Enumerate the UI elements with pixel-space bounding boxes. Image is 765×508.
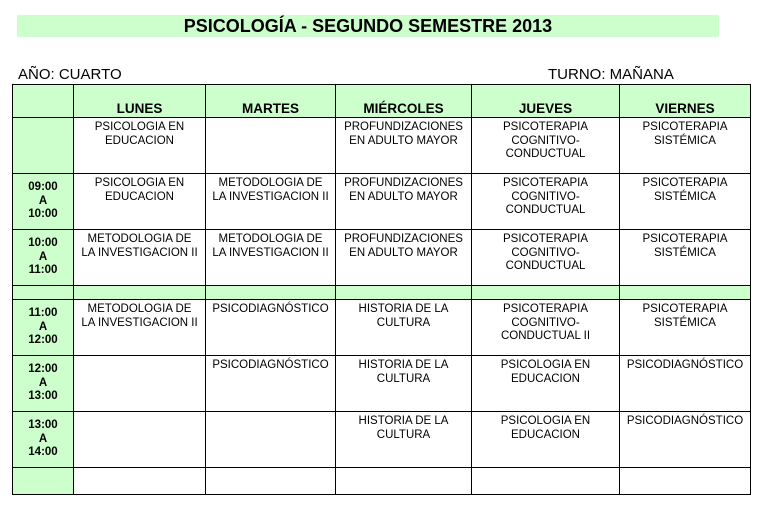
class-text: CULTURA <box>376 316 431 329</box>
class-text: PSICOTERAPIA <box>642 177 728 189</box>
class-text: LA INVESTIGACION II <box>81 246 198 259</box>
class-cell <box>472 412 620 468</box>
class-text: PSICOTERAPIA <box>503 303 588 315</box>
table-cell <box>74 468 206 495</box>
table-cell <box>336 286 472 300</box>
class-text: PSICOLOGIA EN <box>94 121 185 133</box>
class-cell <box>336 300 472 356</box>
class-text: PSICODIAGNÓSTICO <box>626 359 744 371</box>
class-text: EDUCACION <box>104 190 174 203</box>
class-cell <box>74 174 206 230</box>
table-row <box>13 300 751 356</box>
table-row <box>13 356 751 412</box>
class-cell <box>206 118 336 174</box>
class-cell <box>620 356 751 412</box>
time-text: A <box>38 194 48 207</box>
class-text: METODOLOGIA DE <box>218 233 323 245</box>
class-cell <box>336 174 472 230</box>
table-cell <box>336 468 472 495</box>
class-text: COGNITIVO- <box>511 316 580 329</box>
time-text: A <box>38 376 48 389</box>
class-cell <box>472 174 620 230</box>
day-header: JUEVES <box>472 85 620 118</box>
class-text: PSICOTERAPIA <box>642 121 728 133</box>
table-cell <box>74 286 206 300</box>
class-text: PSICODIAGNÓSTICO <box>212 303 329 315</box>
class-text: METODOLOGIA DE <box>218 177 323 189</box>
class-cell <box>206 412 336 468</box>
class-text: PSICOTERAPIA <box>642 233 728 245</box>
class-cell <box>74 300 206 356</box>
class-text: SISTÉMICA <box>654 134 716 147</box>
class-text: EN ADULTO MAYOR <box>349 134 458 147</box>
class-cell <box>336 118 472 174</box>
class-cell <box>336 230 472 286</box>
shift-label: TURNO: MAÑANA <box>548 66 674 83</box>
class-text: SISTÉMICA <box>654 316 716 329</box>
class-cell <box>74 412 206 468</box>
class-text: SISTÉMICA <box>654 246 716 259</box>
day-header: VIERNES <box>620 85 751 118</box>
time-cell <box>13 300 74 356</box>
class-cell <box>206 356 336 412</box>
class-text: HISTORIA DE LA <box>358 415 449 427</box>
class-text: EDUCACION <box>510 372 580 385</box>
class-cell <box>206 300 336 356</box>
class-text: CONDUCTUAL <box>505 260 586 272</box>
class-cell <box>206 174 336 230</box>
time-text: 12:00 <box>28 363 58 376</box>
class-text: CULTURA <box>376 428 431 441</box>
class-cell <box>472 118 620 174</box>
class-cell <box>74 118 206 174</box>
time-text: 10:00 <box>28 237 58 250</box>
class-text: CONDUCTUAL <box>505 204 586 216</box>
time-text: 11:00 <box>28 264 58 277</box>
time-text: 14:00 <box>28 446 58 459</box>
class-cell <box>620 118 751 174</box>
class-text: PROFUNDIZACIONES <box>344 177 463 189</box>
table-row <box>13 230 751 286</box>
class-text: EDUCACION <box>510 428 580 441</box>
class-text: PROFUNDIZACIONES <box>344 233 463 245</box>
time-text: 12:00 <box>28 334 58 347</box>
time-text: A <box>38 432 48 445</box>
class-text: LA INVESTIGACION II <box>81 316 198 329</box>
break-row <box>13 286 751 300</box>
time-cell <box>13 412 74 468</box>
class-text: HISTORIA DE LA <box>358 359 449 371</box>
table-cell <box>206 468 336 495</box>
schedule-table <box>12 84 751 495</box>
time-text: A <box>38 320 48 333</box>
class-cell <box>620 412 751 468</box>
class-text: LA INVESTIGACION II <box>212 190 329 203</box>
class-text: PSICOTERAPIA <box>642 303 728 315</box>
class-text: METODOLOGIA DE <box>87 233 192 245</box>
class-text: COGNITIVO- <box>511 246 580 259</box>
class-cell <box>336 356 472 412</box>
class-text: SISTÉMICA <box>654 190 716 203</box>
table-row <box>13 412 751 468</box>
table-cell <box>13 468 74 495</box>
class-text: EDUCACION <box>104 134 174 147</box>
class-cell <box>620 230 751 286</box>
time-cell <box>13 230 74 286</box>
class-cell <box>472 230 620 286</box>
class-cell <box>206 230 336 286</box>
class-text: PSICOTERAPIA <box>503 177 588 189</box>
day-header: MIÉRCOLES <box>336 85 472 118</box>
class-text: PSICODIAGNÓSTICO <box>212 359 329 371</box>
class-cell <box>472 300 620 356</box>
time-cell <box>13 174 74 230</box>
class-text: PROFUNDIZACIONES <box>344 121 463 133</box>
class-cell <box>620 174 751 230</box>
day-header: MARTES <box>206 85 336 118</box>
time-text: A <box>38 250 48 263</box>
class-text: PSICOTERAPIA <box>503 233 588 245</box>
class-text: METODOLOGIA DE <box>87 303 192 315</box>
table-cell <box>472 286 620 300</box>
class-text: HISTORIA DE LA <box>358 303 449 315</box>
class-text: PSICOLOGIA EN <box>500 415 591 427</box>
table-cell <box>13 286 74 300</box>
class-cell <box>336 412 472 468</box>
class-cell <box>74 356 206 412</box>
class-text: CONDUCTUAL <box>505 148 586 160</box>
table-cell <box>472 468 620 495</box>
class-text: PSICOLOGIA EN <box>94 177 185 189</box>
time-cell <box>13 118 74 174</box>
year-label: AÑO: CUARTO <box>18 66 122 83</box>
class-cell <box>472 356 620 412</box>
page-title: PSICOLOGÍA - SEGUNDO SEMESTRE 2013 <box>17 15 719 37</box>
class-text: PSICOTERAPIA <box>503 121 588 133</box>
table-cell <box>206 286 336 300</box>
class-text: EN ADULTO MAYOR <box>349 246 458 259</box>
class-text: CULTURA <box>376 372 431 385</box>
table-row <box>13 118 751 174</box>
table-cell <box>620 286 751 300</box>
class-text: COGNITIVO- <box>511 190 580 203</box>
class-cell <box>74 230 206 286</box>
time-text: 10:00 <box>28 208 58 221</box>
class-text: PSICODIAGNÓSTICO <box>626 415 744 427</box>
empty-row <box>13 468 751 495</box>
time-cell <box>13 356 74 412</box>
table-row <box>13 174 751 230</box>
time-text: 11:00 <box>28 307 58 320</box>
class-text: LA INVESTIGACION II <box>212 246 329 259</box>
time-text: 09:00 <box>28 181 58 194</box>
table-cell <box>620 468 751 495</box>
time-text: 13:00 <box>28 390 58 403</box>
corner-cell <box>13 85 74 118</box>
class-text: PSICOLOGIA EN <box>500 359 591 371</box>
day-header: LUNES <box>74 85 206 118</box>
class-cell <box>620 300 751 356</box>
class-text: COGNITIVO- <box>511 134 580 147</box>
header-row <box>13 85 751 118</box>
class-text: EN ADULTO MAYOR <box>349 190 458 203</box>
class-text: CONDUCTUAL II <box>500 330 591 342</box>
time-text: 13:00 <box>28 419 58 432</box>
